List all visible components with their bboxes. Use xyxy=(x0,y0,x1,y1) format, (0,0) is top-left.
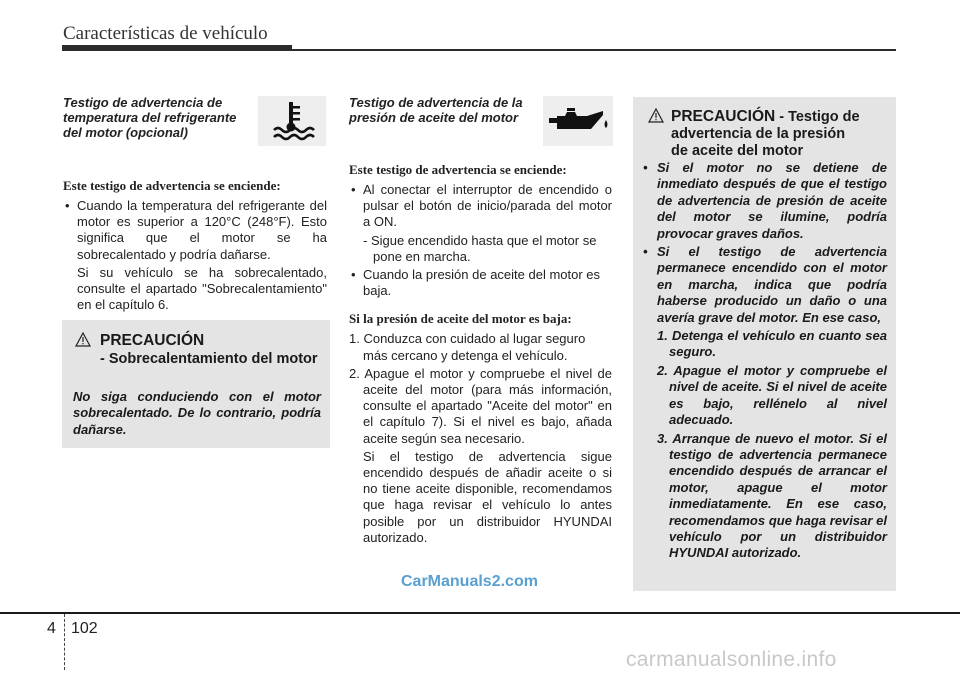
coolant-bullet-1-cont: Si su vehículo se ha sobrecalentado, consulte el apartado "Sobrecalentamiento" en el capítulo 6. xyxy=(77,264,327,313)
warning-triangle-icon xyxy=(75,332,91,347)
column-oil xyxy=(349,95,549,125)
caution-title-line3: de aceite del motor xyxy=(671,143,804,159)
oil-bullet-1: • Al conectar el interruptor de encendido o pulsar el botón de inicio/parada del motor a ON. xyxy=(349,182,612,231)
oil-text xyxy=(349,162,612,546)
caution-body: No siga conduciendo con el motor sobrecalentado. De lo contrario, podría dañarse. xyxy=(73,389,321,437)
footer-divider xyxy=(64,614,67,670)
section-title-oil: Testigo de advertencia de la presión de aceite del motor xyxy=(349,95,523,125)
caution-title-line2: advertencia de la presión xyxy=(671,126,846,142)
section-title-coolant: Testigo de advertencia de temperatura del refrigerante del motor (opcional) xyxy=(63,95,237,140)
caution-oil-step-2: 2. Apague el motor y compruebe el nivel de aceite. Si el nivel de aceite es bajo, rellénelo al nivel adecuado. xyxy=(657,362,887,428)
oil-bullet-2: • Cuando la presión de aceite del motor es baja. xyxy=(349,267,612,299)
caution-box-overheat xyxy=(62,320,330,448)
caution-oil-bullet-1: • Si el motor no se detiene de inmediato después de que el testigo de advertencia de presión de aceite del motor se ilumine, podría provocar graves daños. xyxy=(641,160,887,242)
oil-dash-1: - Sigue encendido hasta que el motor se pone en marcha. xyxy=(363,232,597,264)
header-rule-thick xyxy=(62,45,292,51)
oil-pressure-icon xyxy=(543,96,613,146)
caution-oil-step-1: 1. Detenga el vehículo en cuanto sea seguro. xyxy=(657,328,887,360)
watermark-carmanuals2: CarManuals2.com xyxy=(401,573,538,590)
caution-title-tail: - Testigo de xyxy=(775,109,860,125)
oil-lead-2: Si la presión de aceite del motor es baja: xyxy=(349,311,572,327)
caution-oil-body xyxy=(641,160,887,562)
oil-icon-box xyxy=(543,96,613,146)
caution-oil-step-3: 3. Arranque de nuevo el motor. Si el testigo de advertencia permanece encendido después de arrancar el motor, apague el motor inmediatamente. En ese caso, recomendamos que haga revisar el vehículo por un distribuidor HYUNDAI autorizado. xyxy=(657,430,887,561)
caution-title-main: PRECAUCIÓN xyxy=(671,108,776,125)
site-watermark: carmanualsonline.info xyxy=(626,648,837,671)
coolant-icon-box xyxy=(258,96,326,146)
caution-title-oil xyxy=(671,108,891,160)
oil-step-1: 1. Conduzca con cuidado al lugar seguro más cercano y detenga el vehículo. xyxy=(349,331,586,363)
coolant-text xyxy=(63,178,327,313)
oil-step-2-cont: Si el testigo de advertencia sigue encendido después de añadir aceite o si no tiene aceite disponible, recomendamos que haga revisar el vehículo lo antes posible por un distribuidor HYUNDAI autorizado. xyxy=(363,448,612,545)
page-header-title: Características de vehículo xyxy=(63,23,268,44)
chapter-number: 4 xyxy=(47,620,56,637)
warning-triangle-icon xyxy=(648,108,664,123)
caution-subtitle: - Sobrecalentamiento del motor xyxy=(100,351,318,367)
footer-rule xyxy=(0,612,960,614)
page-number: 102 xyxy=(71,620,98,637)
oil-lead: Este testigo de advertencia se enciende: xyxy=(349,162,567,177)
caution-oil-bullet-2: • Si el testigo de advertencia permanece encendido con el motor en marcha, indica que podría haberse producido un daño o una avería grave del motor. En ese caso, xyxy=(641,244,887,326)
oil-step-2: 2. Apague el motor y compruebe el nivel de aceite del motor (para más información, consulte el apartado "Aceite del motor" en el capítulo 7). Si el nivel es bajo, añada aceite según sea necesario. xyxy=(349,365,612,446)
coolant-bullet-1: • Cuando la temperatura del refrigerante del motor es superior a 120°C (248°F). Esto significa que el motor se ha sobrecalentado y podría dañarse. xyxy=(63,198,327,263)
header-rule-thin xyxy=(292,49,896,51)
caution-box-oil xyxy=(633,97,896,591)
coolant-temperature-icon xyxy=(258,96,326,146)
caution-title: PRECAUCIÓN xyxy=(100,332,205,349)
coolant-lead: Este testigo de advertencia se enciende: xyxy=(63,178,281,193)
